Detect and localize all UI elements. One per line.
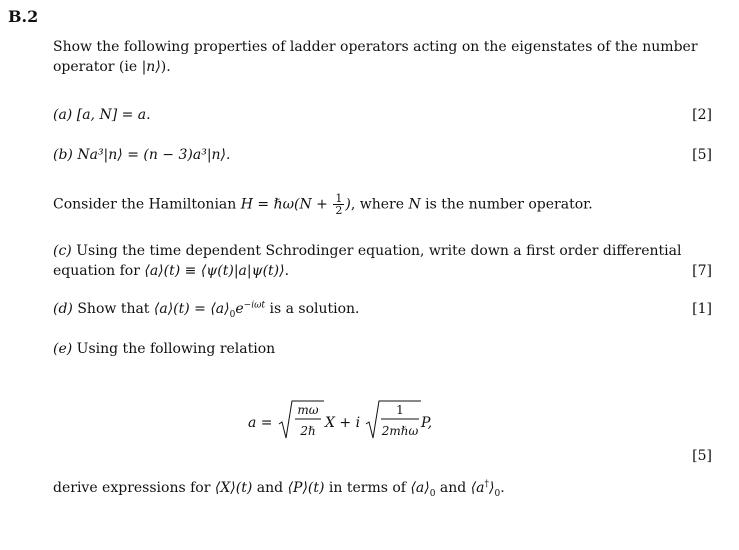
part-c-line-2: equation for ⟨a⟩(t) ≡ ⟨ψ(t)|a|ψ(t)⟩. <box>53 263 290 279</box>
part-d: (d) Show that ⟨a⟩(t) = $⟨a⟩_0e^{-i\omega t}$ is a solution. <box>53 300 360 320</box>
part-e-label: (e) <box>53 341 73 357</box>
part-b-marks: [5] <box>692 147 712 163</box>
part-b <box>53 146 230 164</box>
part-e-marks: [5] <box>692 448 712 464</box>
f2-denominator: 2mℏω <box>381 424 419 438</box>
part-b-expr: Na³|n⟩ = (n − 3)a³|n⟩. <box>77 147 231 163</box>
eq-p-term: P, <box>421 415 433 431</box>
eq-lhs: a = <box>248 415 273 431</box>
part-c-label: (c) <box>53 243 72 259</box>
part-b-label: (b) <box>53 147 73 163</box>
f1-denominator: 2ℏ <box>300 424 316 438</box>
equation-svg <box>248 398 448 444</box>
ladder-equation <box>248 398 448 444</box>
eq-x-term: X + i <box>325 415 361 431</box>
hamiltonian-line: Consider the Hamiltonian H = ℏω(N + $\frac{1}{2}$ ), where N is the number operator. <box>53 192 593 217</box>
part-e-derive-line: derive expressions for ⟨X⟩(t) and ⟨P⟩(t) in terms of $⟨a⟩_0$ and $⟨a^\dagger⟩_0$. <box>53 479 505 499</box>
f1-numerator: mω <box>297 403 319 417</box>
part-a-expr: [a, N] = a. <box>76 107 151 123</box>
section-heading: B.2 <box>8 7 39 26</box>
part-c-marks: [7] <box>692 263 712 279</box>
intro-line-2: operator (ie |n⟩). <box>53 59 171 75</box>
part-a <box>53 106 151 124</box>
part-a-label: (a) <box>53 107 73 123</box>
intro-line-1: Show the following properties of ladder operators acting on the eigenstates of the number <box>53 39 698 55</box>
half-fraction: $\frac{1}{2}$ <box>335 192 343 217</box>
part-d-marks: [1] <box>692 301 712 317</box>
part-e-line: (e) Using the following relation <box>53 341 276 357</box>
f2-numerator: 1 <box>396 403 404 417</box>
part-a-marks: [2] <box>692 107 712 123</box>
part-d-label: (d) <box>53 301 73 317</box>
part-c-line-1: (c) Using the time dependent Schrodinger equation, write down a first order differential <box>53 243 682 259</box>
